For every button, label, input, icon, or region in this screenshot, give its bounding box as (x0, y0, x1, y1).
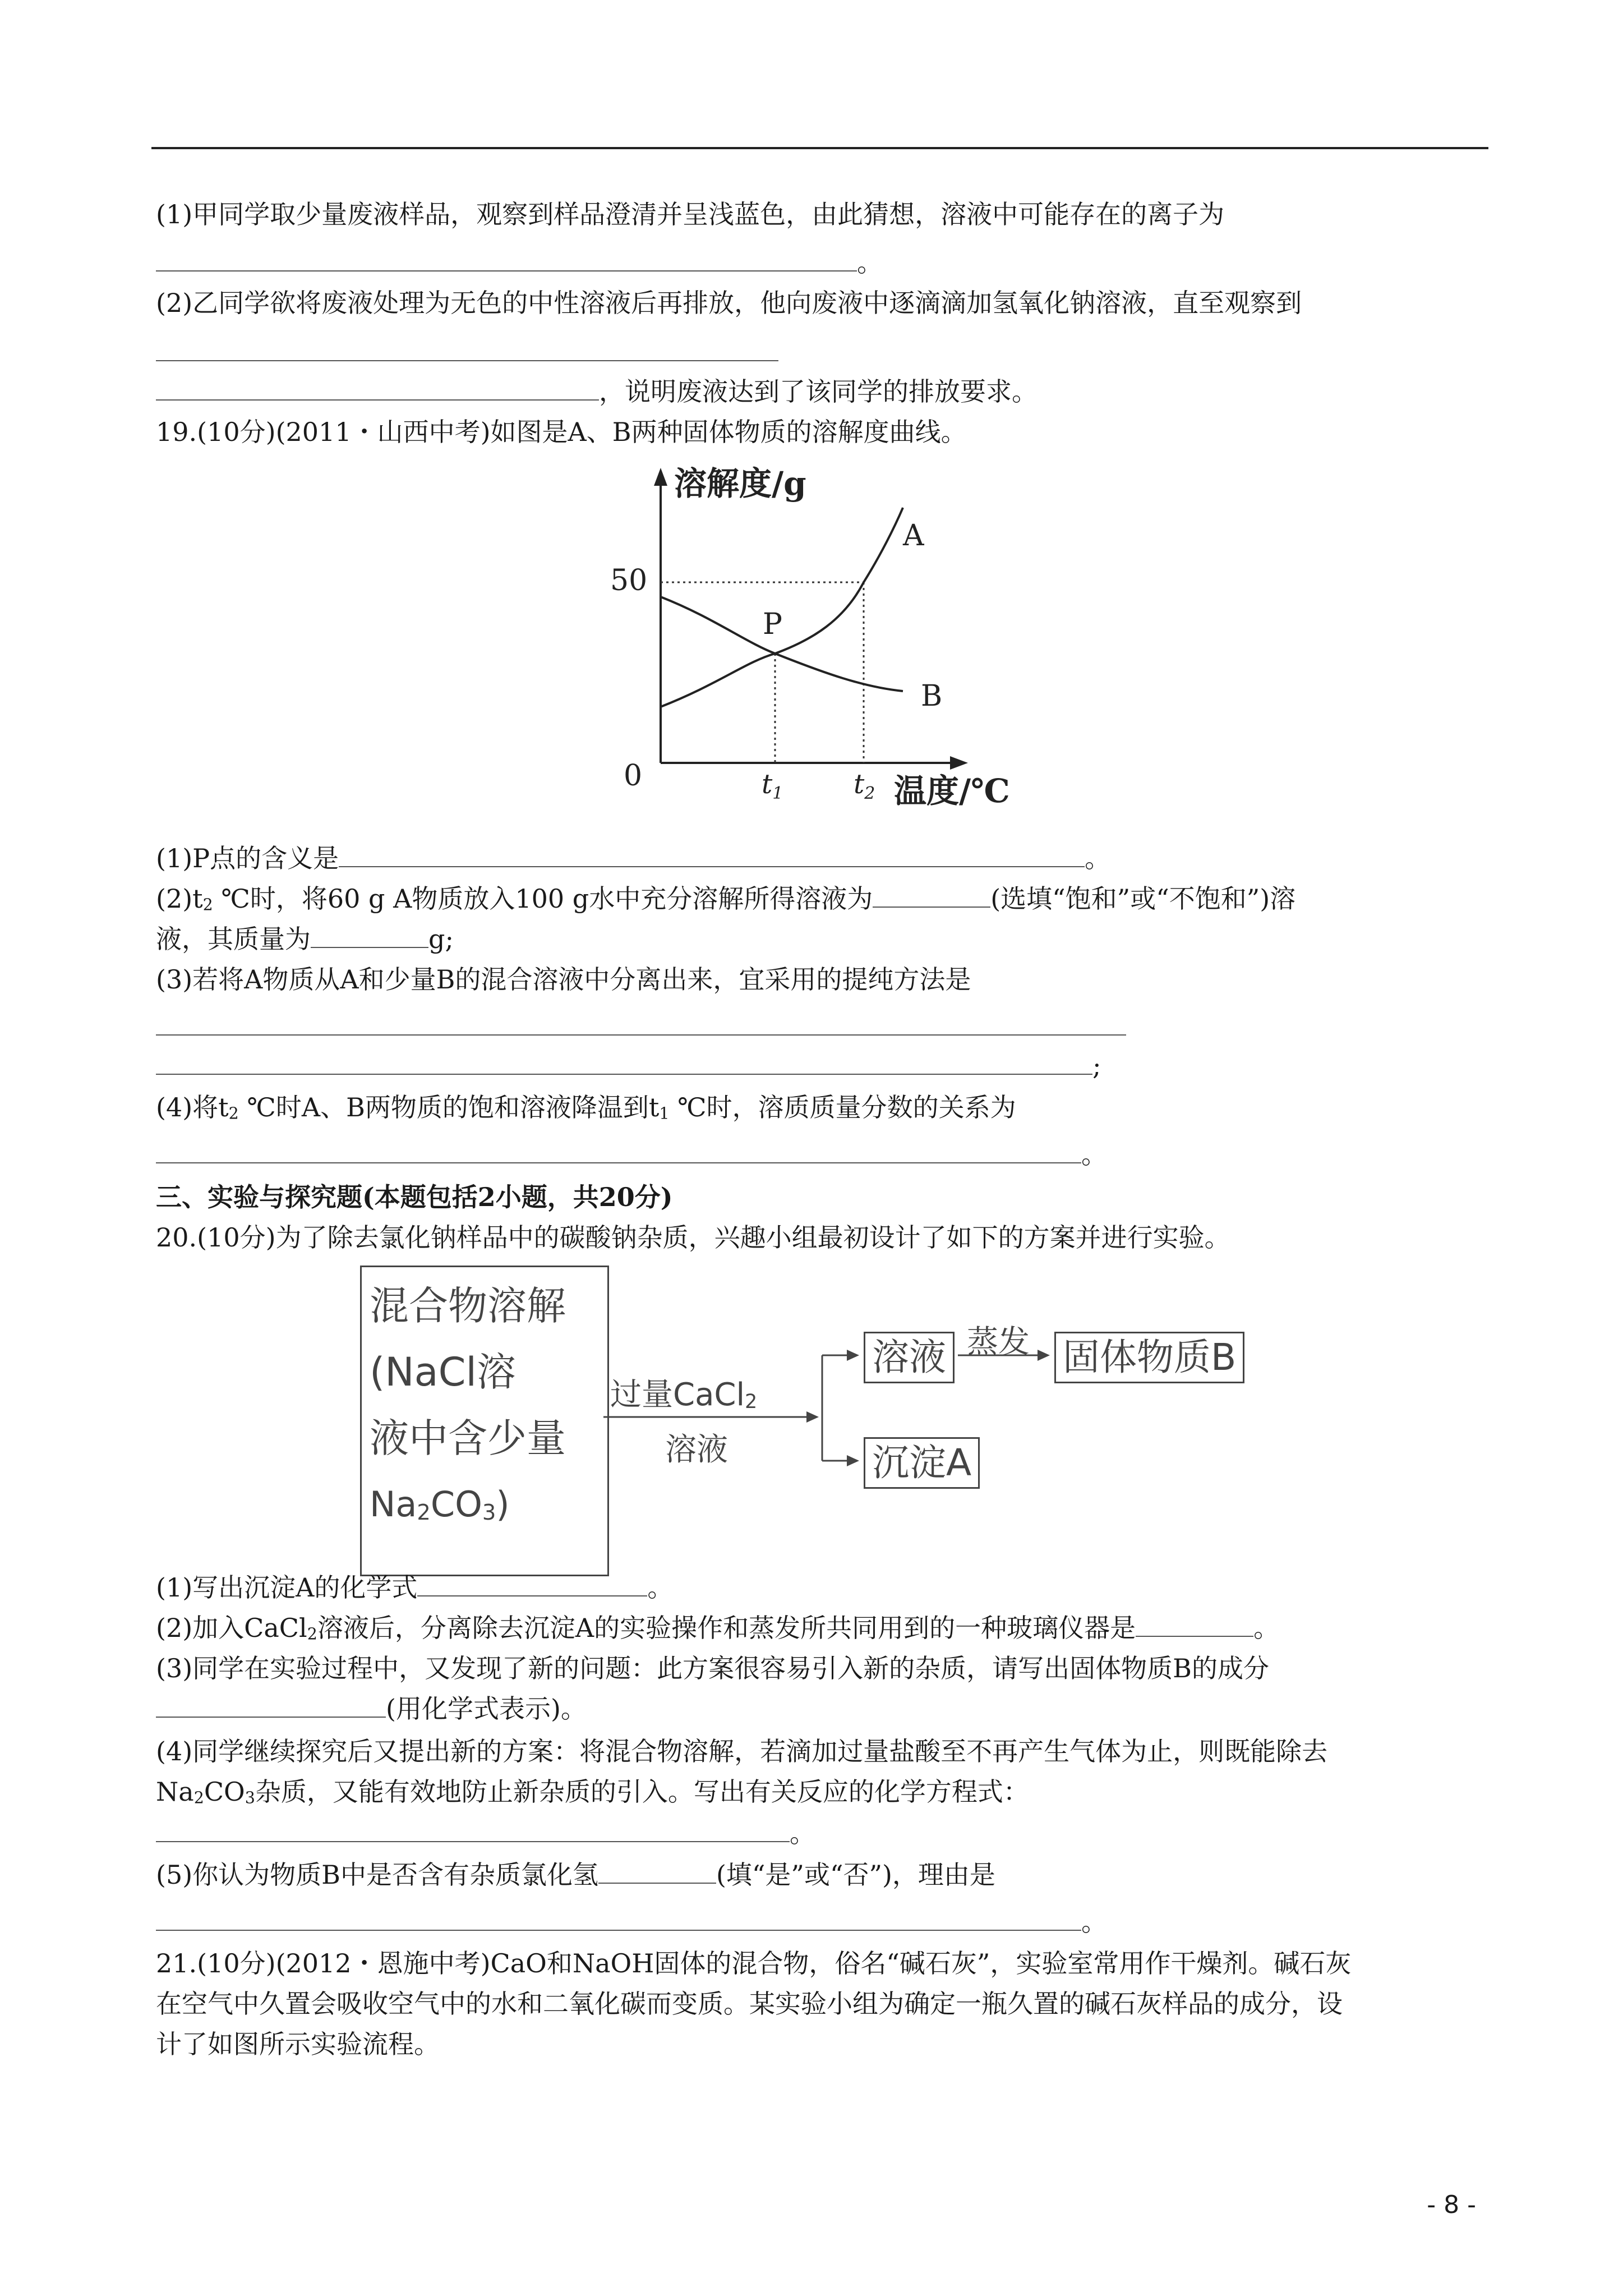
q20-part1: (1)写出沉淀A的化学式 。 (156, 1572, 674, 1603)
y-tick-50: 50 (610, 564, 648, 597)
answer-blank[interactable] (417, 1573, 647, 1596)
answer-blank[interactable] (156, 1819, 790, 1842)
reagent-label-2: 溶液 (665, 1432, 728, 1468)
q19-part4: (4)将$t_2$ ℃时A、B两物质的饱和溶液降温到$t_1$ ℃时，溶质质量分数的关系为 (156, 1092, 1016, 1123)
q19-part3: (3)若将A物质从A和少量B的混合溶液中分离出来，宜采用的提纯方法是 (156, 964, 971, 995)
flow-arrows (348, 1266, 1301, 1568)
t2-label: $t_2$ (854, 769, 875, 803)
x-axis-label: 温度/℃ (894, 772, 1010, 810)
q20-title: 20.(10分)为了除去氯化钠样品中的碳酸钠杂质，兴趣小组最初设计了如下的方案并进行实验。 (156, 1222, 1230, 1253)
y-axis-arrow (654, 468, 667, 486)
answer-blank[interactable] (1136, 1613, 1253, 1637)
header-rule (151, 147, 1488, 149)
q19-title: 19.(10分)(2011・山西中考)如图是A、B两种固体物质的溶解度曲线。 (156, 417, 967, 447)
point-p-label: P (763, 608, 782, 641)
q20-part4-answer: 。 (156, 1816, 815, 1850)
q19-part4-answer: 。 (156, 1138, 1107, 1171)
answer-blank[interactable] (156, 338, 778, 361)
answer-blank[interactable] (156, 1051, 1092, 1075)
solid-b-box: 固体物质B (1054, 1332, 1244, 1383)
x-axis-arrow (950, 756, 968, 770)
q20-part5: (5)你认为物质B中是否含有杂质氯化氢 (填“是”或“否”)，理由是 (156, 1860, 995, 1890)
q18-part2-answer-b: ，说明废液达到了该同学的排放要求。 (156, 375, 1038, 408)
curve-a-label: A (903, 519, 924, 553)
section-heading: 三、实验与探究题(本题包括2小题，共20分) (156, 1182, 673, 1212)
answer-blank[interactable] (156, 248, 857, 272)
t1-label: $t_1$ (762, 769, 783, 803)
page-number: - 8 - (1427, 2191, 1476, 2219)
q21-line3: 计了如图所示实验流程。 (156, 2029, 440, 2059)
q18-part1: (1)甲同学取少量废液样品，观察到样品澄清并呈浅蓝色，由此猜想，溶液中可能存在的离子为 (156, 199, 1225, 229)
answer-blank[interactable] (156, 377, 599, 401)
flow-diagram (348, 1266, 1301, 1568)
q18-part2-answer-a (156, 335, 778, 369)
answer-blank[interactable] (873, 884, 990, 908)
precipitate-a-box: 沉淀A (864, 1437, 980, 1489)
q21-line1: 21.(10分)(2012・恩施中考)CaO和NaOH固体的混合物，俗名“碱石灰”，实验室常用作干燥剂。碱石灰 (156, 1948, 1352, 1978)
q20-part2: (2)加入CaCl$_2$溶液后，分离除去沉淀A的实验操作和蒸发所共同用到的一种玻璃仪器是 。 (156, 1613, 1280, 1644)
origin-label: 0 (624, 759, 643, 793)
q19-part2: $(2)t_2$ ℃时，将60 g A物质放入100 g水中充分溶解所得溶液为 (选填“饱和”或“不饱和”)溶 (156, 884, 1296, 914)
answer-blank[interactable] (156, 1012, 1126, 1036)
q20-part3-answer: (用化学式表示)。 (156, 1692, 587, 1726)
q20-part4-cont: $Na_2CO_3$杂质，又能有效地防止新杂质的引入。写出有关反应的化学方程式： (156, 1777, 1029, 1807)
q19-part1: (1)P点的含义是 。 (156, 843, 1111, 873)
answer-blank[interactable] (156, 1694, 386, 1718)
mixture-box: 混合物溶解 (NaCl溶 液中含少量 $Na_2CO_3$) (360, 1266, 609, 1576)
evaporate-label: 蒸发 (967, 1324, 1030, 1360)
q19-part3-answer-a (156, 1010, 1126, 1043)
q19-part3-answer-b: ; (156, 1049, 1101, 1083)
q18-part1-answer: 。 (156, 246, 883, 279)
answer-blank[interactable] (156, 1140, 1081, 1163)
q20-part3: (3)同学在实验过程中，又发现了新的问题：此方案很容易引入新的杂质，请写出固体物质B的成分 (156, 1653, 1269, 1683)
curve-b-label: B (921, 679, 943, 713)
q19-part2-cont: 液，其质量为 g; (156, 924, 454, 954)
reagent-label: 过量CaCl$_2$ (610, 1377, 758, 1414)
solubility-graph (589, 460, 1038, 819)
solution-box: 溶液 (864, 1332, 955, 1383)
answer-blank[interactable] (311, 924, 428, 948)
q18-part2: (2)乙同学欲将废液处理为无色的中性溶液后再排放，他向废液中逐滴滴加氢氧化钠溶液，直至观察到 (156, 288, 1302, 318)
y-axis-label: 溶解度/g (674, 464, 806, 503)
answer-blank[interactable] (156, 1907, 1081, 1931)
answer-blank[interactable] (339, 844, 1085, 867)
q21-line2: 在空气中久置会吸收空气中的水和二氧化碳而变质。某实验小组为确定一瓶久置的碱石灰样品的成分，设 (156, 1989, 1343, 2019)
q20-part4: (4)同学继续探究后又提出新的方案：将混合物溶解，若滴加过量盐酸至不再产生气体为止，则既能除去 (156, 1736, 1328, 1766)
answer-blank[interactable] (598, 1860, 716, 1884)
q20-part5-answer: 。 (156, 1905, 1107, 1939)
